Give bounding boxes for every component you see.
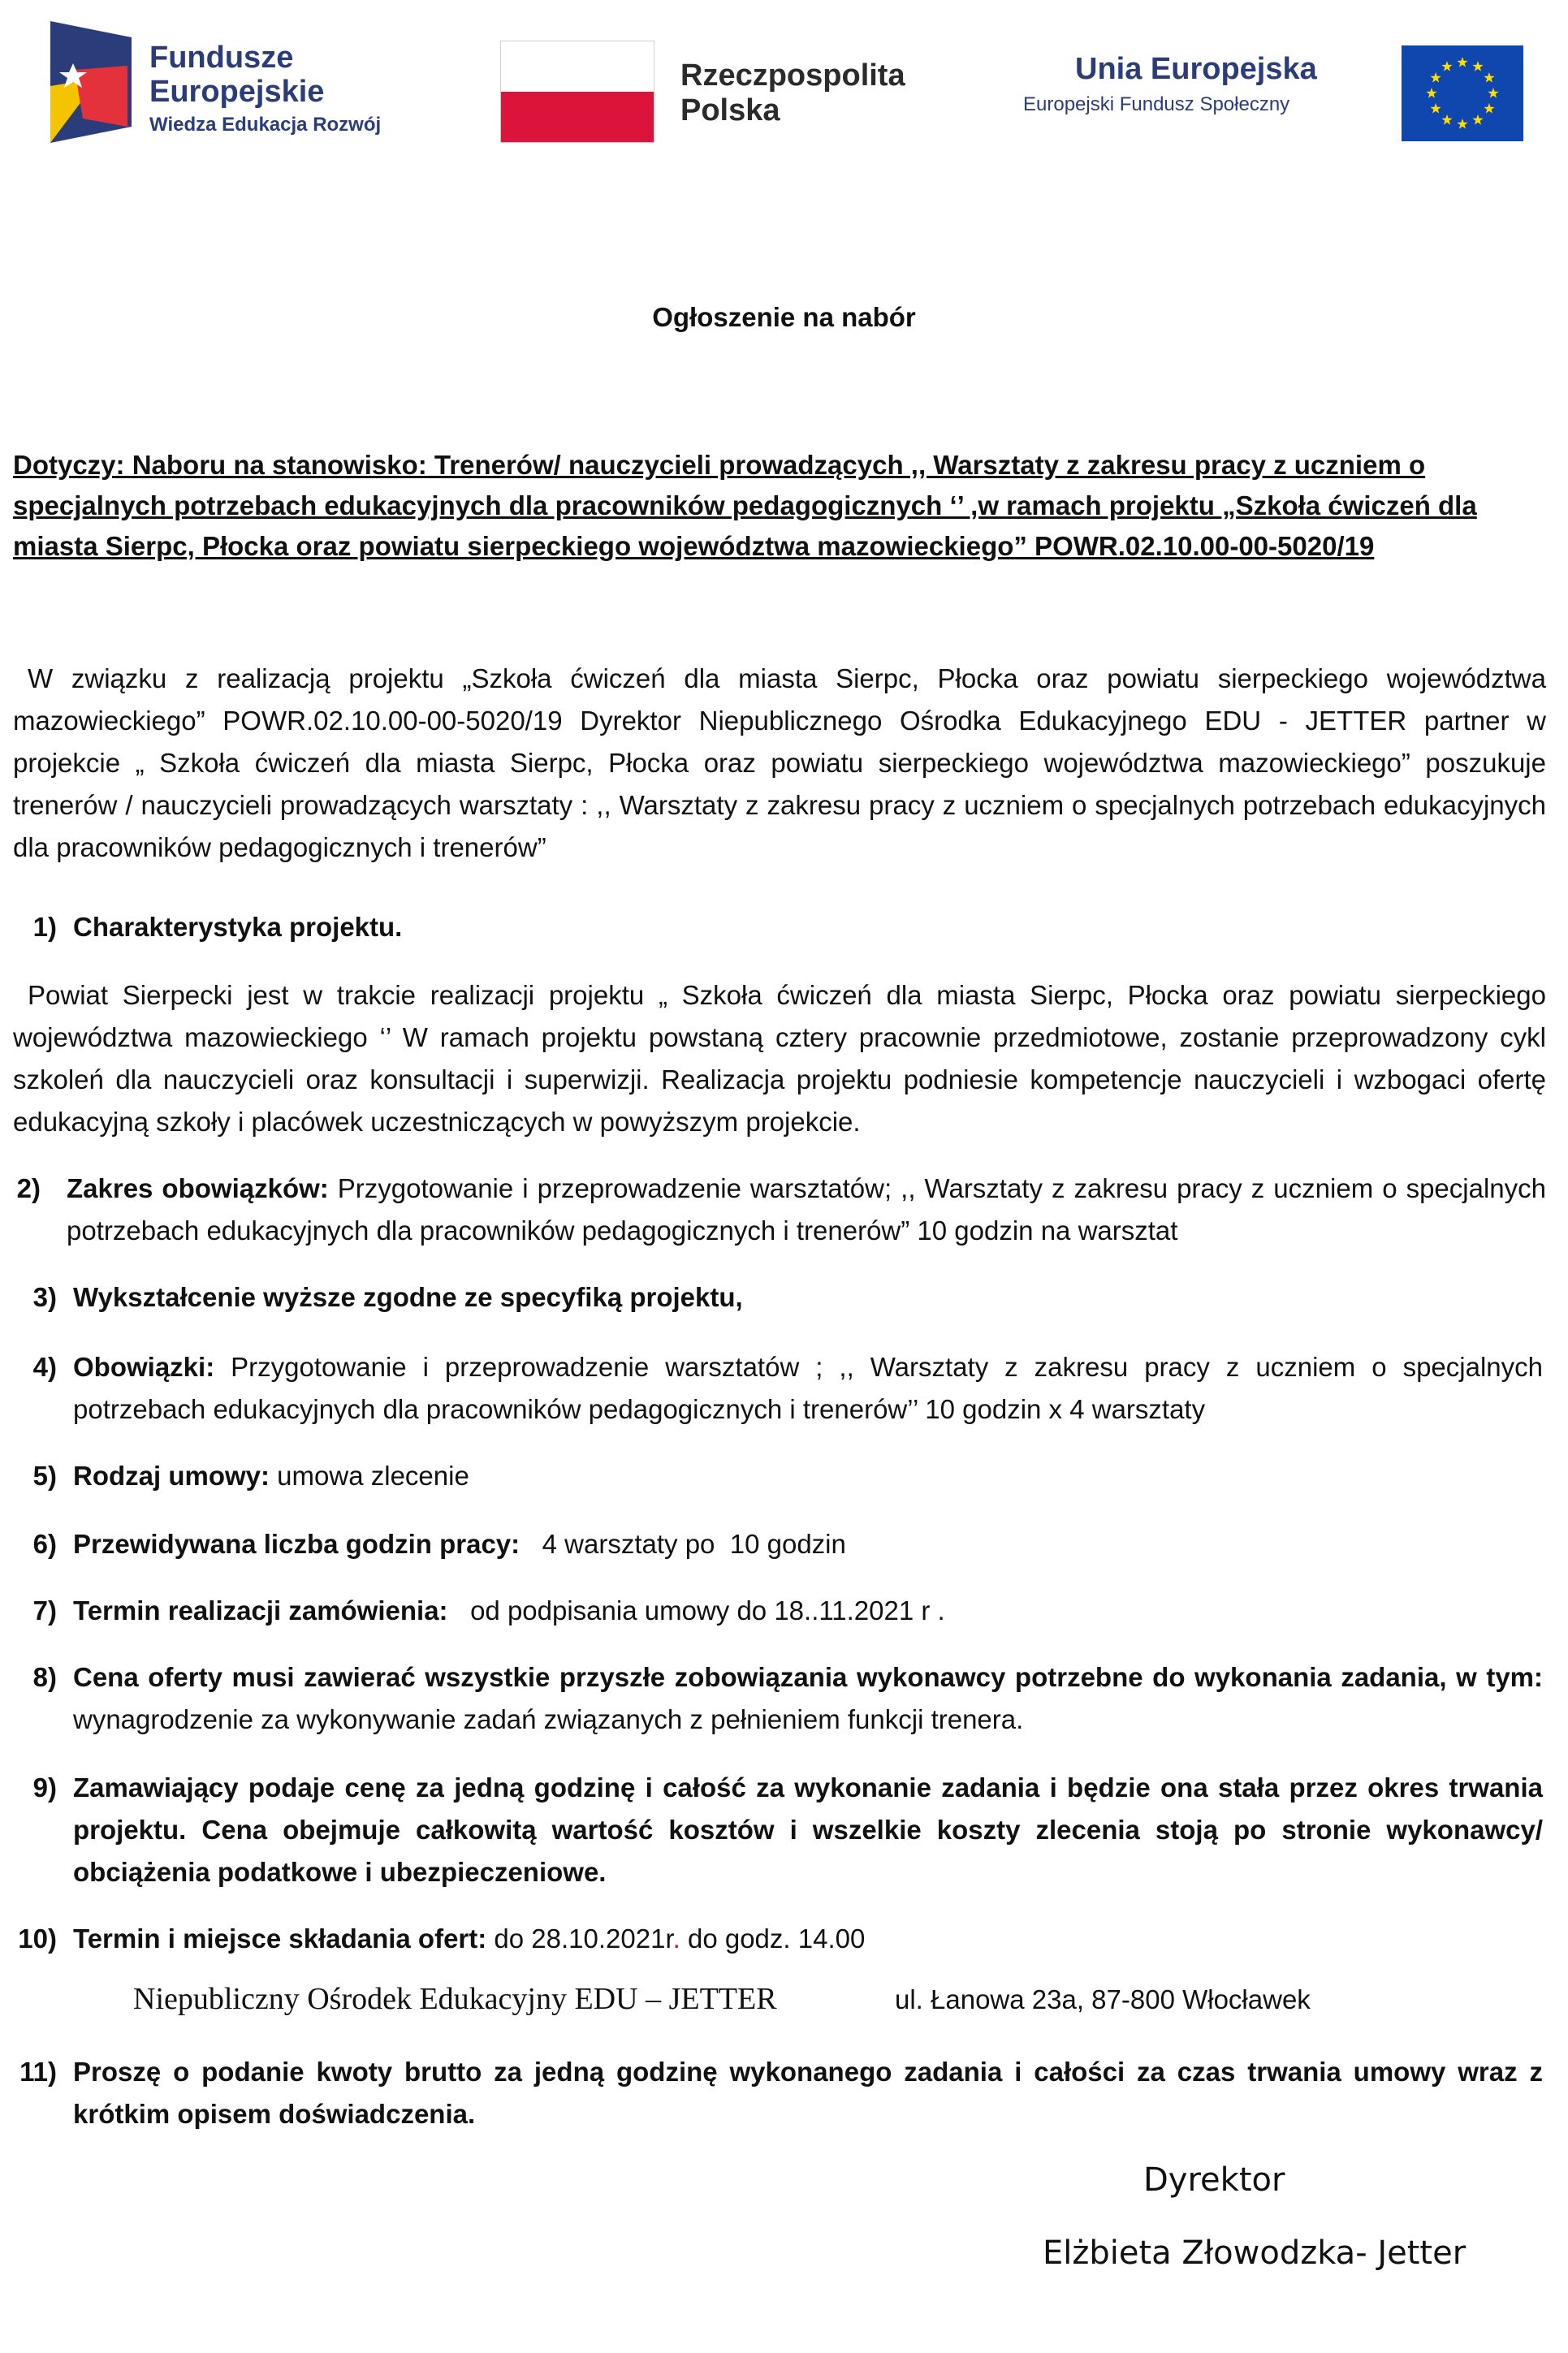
fe-logo-line3: Wiedza Edukacja Rozwój — [149, 114, 382, 136]
item-2-number: 2) — [16, 1173, 41, 1203]
item-5-number: 5) — [32, 1461, 57, 1491]
item-11-heading: Proszę o podanie kwoty brutto za jedną godzinę wykonanego zadania i całości za czas trwania umowy wraz z krótkim opisem doświadczenia. — [73, 2057, 1543, 2129]
eu-star-icon — [1472, 61, 1483, 71]
intro-paragraph: W związku z realizacją projektu „Szkoła ćwiczeń dla miasta Sierpc, Płocka oraz powiatu sierpeckiego województwa mazowieckiego” POWR.02.10.00-00-5020/19 Dyrektor Niepublicznego Ośrodka Edukacyjnego EDU - JETTER partner w projekcie „ Szkoła ćwiczeń dla miasta Sierpc, Płocka oraz powiatu sierpeckiego województwa mazowieckiego” poszukuje trenerów / nauczycieli prowadzących warsztaty : ,, Warsztaty z zakresu pracy z uczniem o specjalnych potrzebach edukacyjnych dla pracowników pedagogicznych i trenerów” — [13, 663, 1546, 862]
item-3 — [32, 1276, 1543, 1319]
ue-logo-line1: Unia Europejska — [1075, 52, 1317, 86]
item-9-heading: Zamawiający podaje cenę za jedną godzinę i całość za wykonanie zadania i będzie ona stała przez okres trwania projektu. Cena obejmuje całkowitą wartość kosztów i wszelkie koszty zlecenia stoją po stronie wykonawcy/ obciążenia podatkowe i ubezpieczeniowe. — [73, 1772, 1543, 1887]
page-title: Ogłoszenie na nabór — [652, 302, 916, 332]
item-10-number: 10) — [18, 1923, 57, 1954]
item-4-text: Przygotowanie i przeprowadzenie warsztatów ; ,, Warsztaty z zakresu pracy z uczniem o specjalnych potrzebach edukacyjnych dla pracowników pedagogicznych i trenerów’’ 10 godzin x 4 warsztaty — [73, 1352, 1543, 1424]
item-6 — [32, 1523, 1543, 1565]
eu-star-icon — [1457, 57, 1467, 67]
address-org-text: Niepubliczny Ośrodek Edukacyjny EDU – JETTER — [133, 1982, 777, 2016]
eu-star-icon — [1441, 114, 1452, 125]
item-2-text: Przygotowanie i przeprowadzenie warsztatów; ,, Warsztaty z zakresu pracy z uczniem o specjalnych potrzebach edukacyjnych dla pracowników pedagogicznych i trenerów” 10 godzin na warsztat — [67, 1173, 1546, 1246]
item-10-date: do 28.10.2021r — [486, 1923, 673, 1954]
item-8 — [32, 1656, 1543, 1741]
fe-logo-line1: Fundusze — [149, 41, 294, 75]
item-9 — [32, 1767, 1543, 1893]
item-3-number: 3) — [32, 1282, 57, 1312]
address-street: ul. Łanowa 23a, 87-800 Włocławek — [895, 1984, 1311, 2014]
item-6-text: 4 warsztaty po 10 godzin — [520, 1529, 846, 1559]
eu-star-icon — [1426, 88, 1436, 98]
eu-star-icon — [1457, 119, 1467, 129]
item-8-number: 8) — [32, 1662, 57, 1692]
rp-logo-line1: Rzeczpospolita — [680, 58, 905, 93]
item-5 — [32, 1455, 1543, 1497]
item-10 — [18, 1918, 1543, 1960]
item-10-time: do godz. 14.00 — [680, 1923, 866, 1954]
fe-flag-icon — [50, 21, 140, 143]
item-9-number: 9) — [32, 1772, 57, 1803]
item-1 — [32, 906, 1543, 948]
item-8-heading: Cena oferty musi zawierać wszystkie przyszłe zobowiązania wykonawcy potrzebne do wykonania zadania, w tym: — [73, 1662, 1543, 1692]
item-8-text: wynagrodzenie za wykonywanie zadań związanych z pełnieniem funkcji trenera. — [73, 1704, 1024, 1734]
item-5-text: umowa zlecenie — [270, 1461, 469, 1491]
poland-flag-icon — [500, 41, 654, 143]
item-6-number: 6) — [32, 1529, 57, 1559]
eu-star-icon — [1484, 103, 1494, 114]
eu-star-icon — [1441, 61, 1452, 71]
address-org — [133, 1981, 777, 2017]
item-4-number: 4) — [32, 1352, 57, 1382]
eu-star-icon — [1484, 72, 1494, 83]
fundusze-europejskie-logo — [50, 21, 424, 143]
item-5-heading: Rodzaj umowy: — [73, 1461, 270, 1491]
item-11 — [19, 2051, 1543, 2135]
item-3-heading: Wykształcenie wyższe zgodne ze specyfiką projektu, — [73, 1282, 743, 1312]
rp-logo-line2: Polska — [680, 93, 780, 127]
subject-line: Dotyczy: Naboru na stanowisko: Trenerów/ nauczycieli prowadzących ,, Warsztaty z zakresu pracy z uczniem o specjalnych potrzebach edukacyjnych dla pracowników pedagogicznych ‘’ ,w ramach projektu „Szkoła ćwiczeń dla miasta Sierpc, Płocka oraz powiatu sierpeckiego województwa mazowieckiego” POWR.02.10.00-00-5020/19 — [13, 450, 1477, 561]
eu-star-icon — [1430, 103, 1441, 114]
eu-star-icon — [1472, 114, 1483, 125]
item-10-dot: . — [672, 1923, 680, 1954]
item-7-text: od podpisania umowy do 18..11.2021 r . — [447, 1595, 945, 1626]
eu-star-icon — [1430, 72, 1441, 83]
item-7-heading: Termin realizacji zamówienia: — [73, 1595, 448, 1626]
unia-europejska-logo — [1023, 45, 1527, 143]
signature-name: Elżbieta Złowodzka- Jetter — [1043, 2234, 1466, 2272]
item-4 — [32, 1346, 1543, 1431]
item-4-heading: Obowiązki: — [73, 1352, 215, 1382]
item-11-number: 11) — [19, 2057, 57, 2087]
item-7 — [32, 1590, 1543, 1632]
item-2 — [16, 1168, 1546, 1252]
ue-logo-line2: Europejski Fundusz Społeczny — [1023, 93, 1290, 115]
fe-logo-line2: Europejskie — [149, 75, 325, 109]
item-1-heading: Charakterystyka projektu. — [73, 912, 403, 942]
signature-role: Dyrektor — [1143, 2161, 1285, 2199]
item-6-heading: Przewidywana liczba godzin pracy: — [73, 1529, 521, 1559]
eu-star-icon — [1488, 88, 1498, 98]
item-2-heading: Zakres obowiązków: — [67, 1173, 329, 1203]
project-description: Powiat Sierpecki jest w trakcie realizacji projektu „ Szkoła ćwiczeń dla miasta Sierpc, Płocka oraz powiatu sierpeckiego województwa mazowieckiego ‘’ W ramach projektu powstaną cztery pracownie przedmiotowe, zostanie przeprowadzony cykl szkoleń dla nauczycieli oraz konsultacji i superwizji. Realizacja projektu podniesie kompetencje nauczycieli i wzbogaci ofertę edukacyjną szkoły i placówek uczestniczących w powyższym projekcie. — [13, 980, 1546, 1137]
eu-flag-icon — [1402, 45, 1523, 141]
item-10-heading: Termin i miejsce składania ofert: — [73, 1923, 487, 1954]
item-1-number: 1) — [32, 912, 57, 942]
item-7-number: 7) — [32, 1595, 57, 1626]
rzeczpospolita-polska-logo — [500, 41, 939, 146]
